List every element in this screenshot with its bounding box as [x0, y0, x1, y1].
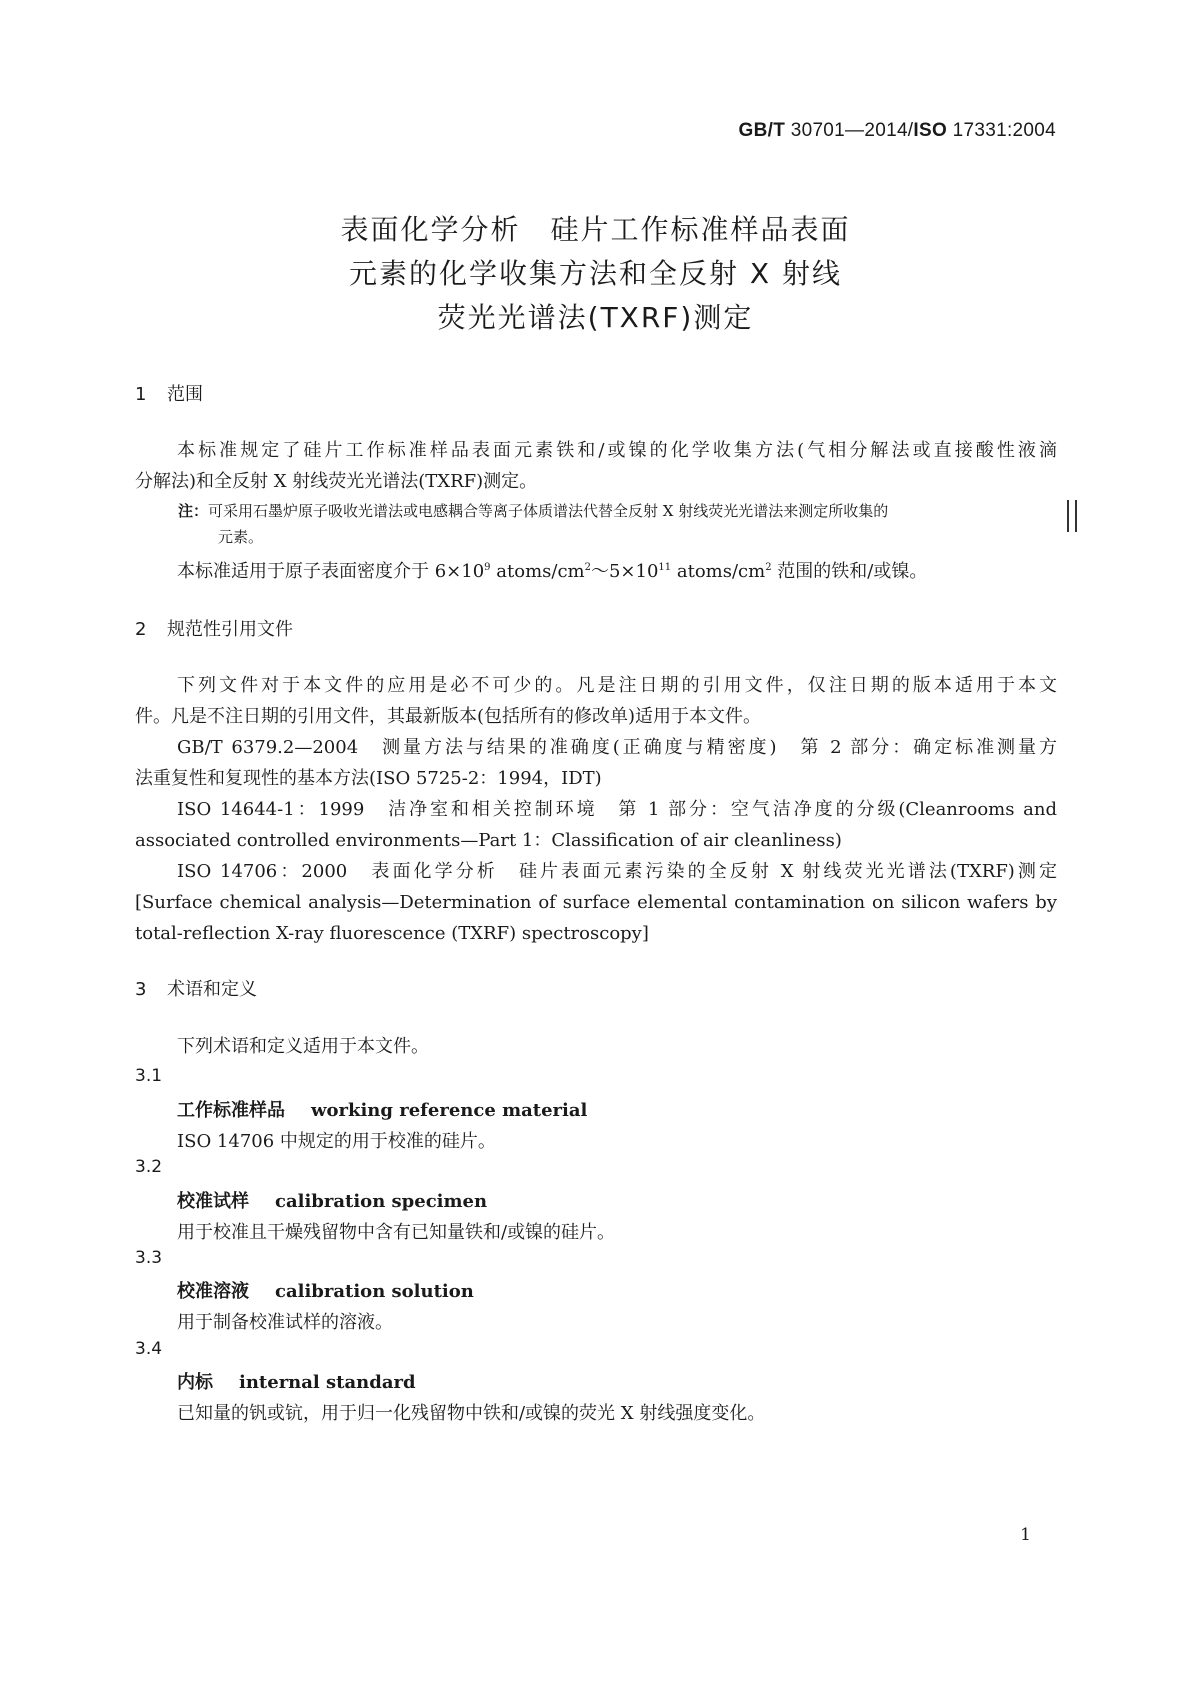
reference-3-line-1: ISO 14706：2000 表面化学分析 硅片表面元素污染的全反射 X 射线荧光光谱法(TXRF)测定 [177, 861, 1057, 882]
term-definition: 用于校准且干燥残留物中含有已知量铁和/或镍的硅片。 [177, 1222, 616, 1243]
reference-1-line-1: GB/T 6379.2—2004 测量方法与结果的准确度(正确度与精密度) 第 2 部分：确定标准测量方 [177, 737, 1057, 758]
page-number: 1 [1020, 1525, 1031, 1545]
revision-bar [1067, 500, 1077, 532]
term-title: 校准溶液 calibration solution [177, 1281, 474, 1302]
term-number: 3.3 [135, 1248, 163, 1268]
section-1-heading: 1 范围 [135, 384, 203, 405]
term-number: 3.1 [135, 1066, 163, 1086]
reference-1-line-2: 法重复性和复现性的基本方法(ISO 5725-2：1994，IDT) [135, 768, 602, 789]
section-1-paragraph-1-line-2: 分解法)和全反射 X 射线荧光光谱法(TXRF)测定。 [135, 471, 538, 492]
term-definition: ISO 14706 中规定的用于校准的硅片。 [177, 1131, 496, 1152]
standard-code: GB/T 30701—2014/ISO 17331:2004 [738, 120, 1056, 141]
title-line-3: 荧光光谱法(TXRF)测定 [437, 301, 754, 334]
reference-3-line-2: [Surface chemical analysis—Determination of surface elemental contamination on silicon wafers by [135, 892, 1057, 913]
reference-2-line-2: associated controlled environments—Part 1：Classification of air cleanliness) [135, 830, 842, 851]
section-1-note: 注：可采用石墨炉原子吸收光谱法或电感耦合等离子体质谱法代替全反射 X 射线荧光光谱法来测定所收集的 [178, 502, 889, 520]
reference-3-line-3: total-reflection X-ray fluorescence (TXRF) spectroscopy] [135, 923, 649, 944]
term-title: 工作标准样品 working reference material [177, 1100, 588, 1121]
section-3-heading: 3 术语和定义 [135, 979, 257, 1000]
term-number: 3.2 [135, 1157, 163, 1177]
title-line-2: 元素的化学收集方法和全反射 X 射线 [349, 257, 842, 290]
term-title: 校准试样 calibration specimen [177, 1191, 488, 1212]
section-1-note-cont: 元素。 [218, 528, 264, 546]
section-2-heading: 2 规范性引用文件 [135, 619, 293, 640]
section-3-intro: 下列术语和定义适用于本文件。 [177, 1036, 429, 1057]
title-line-1: 表面化学分析 硅片工作标准样品表面 [340, 213, 851, 246]
section-2-intro-line-1: 下列文件对于本文件的应用是必不可少的。凡是注日期的引用文件，仅注日期的版本适用于本文 [177, 675, 1057, 696]
term-definition: 已知量的钒或钪，用于归一化残留物中铁和/或镍的荧光 X 射线强度变化。 [177, 1403, 766, 1424]
term-definition: 用于制备校准试样的溶液。 [177, 1312, 393, 1333]
section-1-paragraph-2: 本标准适用于原子表面密度介于 $6\times 10^9$ atoms/$cm^2\sim 5\times 10^{11}$ atoms/$cm^2$ 范围的铁和/或镍。 [177, 561, 928, 582]
section-1-paragraph-1-line-1: 本标准规定了硅片工作标准样品表面元素铁和/或镍的化学收集方法(气相分解法或直接酸性液滴 [177, 440, 1057, 461]
section-2-intro-line-2: 件。凡是不注日期的引用文件，其最新版本(包括所有的修改单)适用于本文件。 [135, 706, 762, 727]
term-number: 3.4 [135, 1339, 163, 1359]
term-title: 内标 internal standard [177, 1372, 416, 1393]
reference-2-line-1: ISO 14644-1：1999 洁净室和相关控制环境 第 1 部分：空气洁净度的分级(Cleanrooms and [177, 799, 1057, 820]
